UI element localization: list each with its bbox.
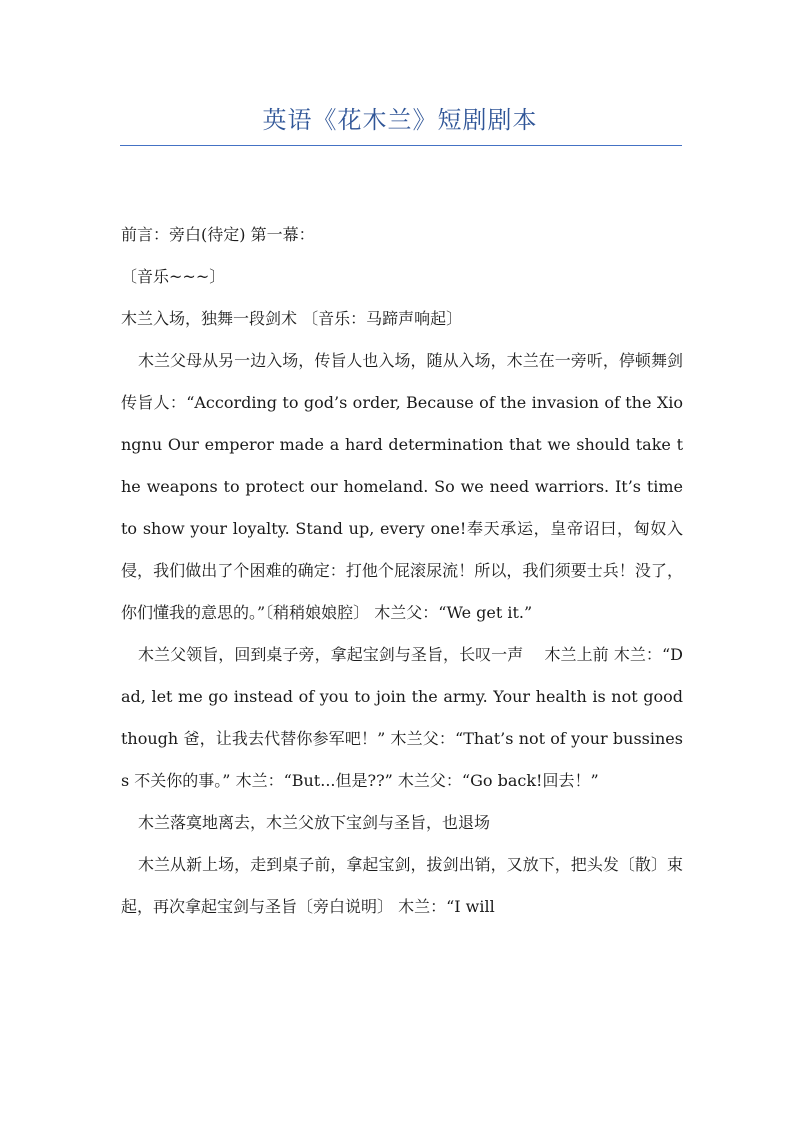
paragraph-mulan-enters: 木兰入场，独舞一段剑术 〔音乐：马蹄声响起〕 [121, 309, 463, 328]
document-title: 英语《花木兰》短剧剧本 [262, 106, 538, 134]
paragraph-preface: 前言：旁白(待定) 第一幕： [121, 225, 315, 244]
title-underline [120, 145, 682, 146]
paragraph-mulan-returns: 木兰从新上场，走到桌子前，拿起宝剑，拔剑出销，又放下，把头发〔散〕束起，再次拿起宝剑与圣旨〔旁白说明〕 木兰：“I will [121, 855, 683, 916]
paragraph-mulan-leaves: 木兰落寞地离去，木兰父放下宝剑与圣旨，也退场 [138, 813, 491, 832]
paragraph-father-dialogue: 木兰父领旨，回到桌子旁，拿起宝剑与圣旨，长叹一声 木兰上前 木兰：“Dad, let me go instead of you to join the army. Your health is not good though 爸，让我去代替你参军吧！” 木兰父：“That’s not of your bussiness 不关你的事。” 木兰：“But...但是??” 木兰父：“Go back!回去！” [121, 645, 683, 790]
paragraph-music: 〔音乐~~~〕 [121, 267, 226, 286]
document-body [121, 214, 683, 928]
paragraph-edict: 木兰父母从另一边入场，传旨人也入场，随从入场，木兰在一旁听，停顿舞剑 传旨人：“According to god’s order, Because of the invasion of the Xiongnu Our emperor made a hard determination that we should take the weapons to protect our homeland. So we need warriors. It’s time to show your loyalty. Stand up, every one!奉天承运，皇帝诏曰，匈奴入侵，我们做出了个困难的确定：打他个屁滚尿流！所以，我们须要士兵！没了，你们懂我的意思的。”〔稍稍娘娘腔〕 木兰父：“We get it.” [121, 351, 683, 622]
